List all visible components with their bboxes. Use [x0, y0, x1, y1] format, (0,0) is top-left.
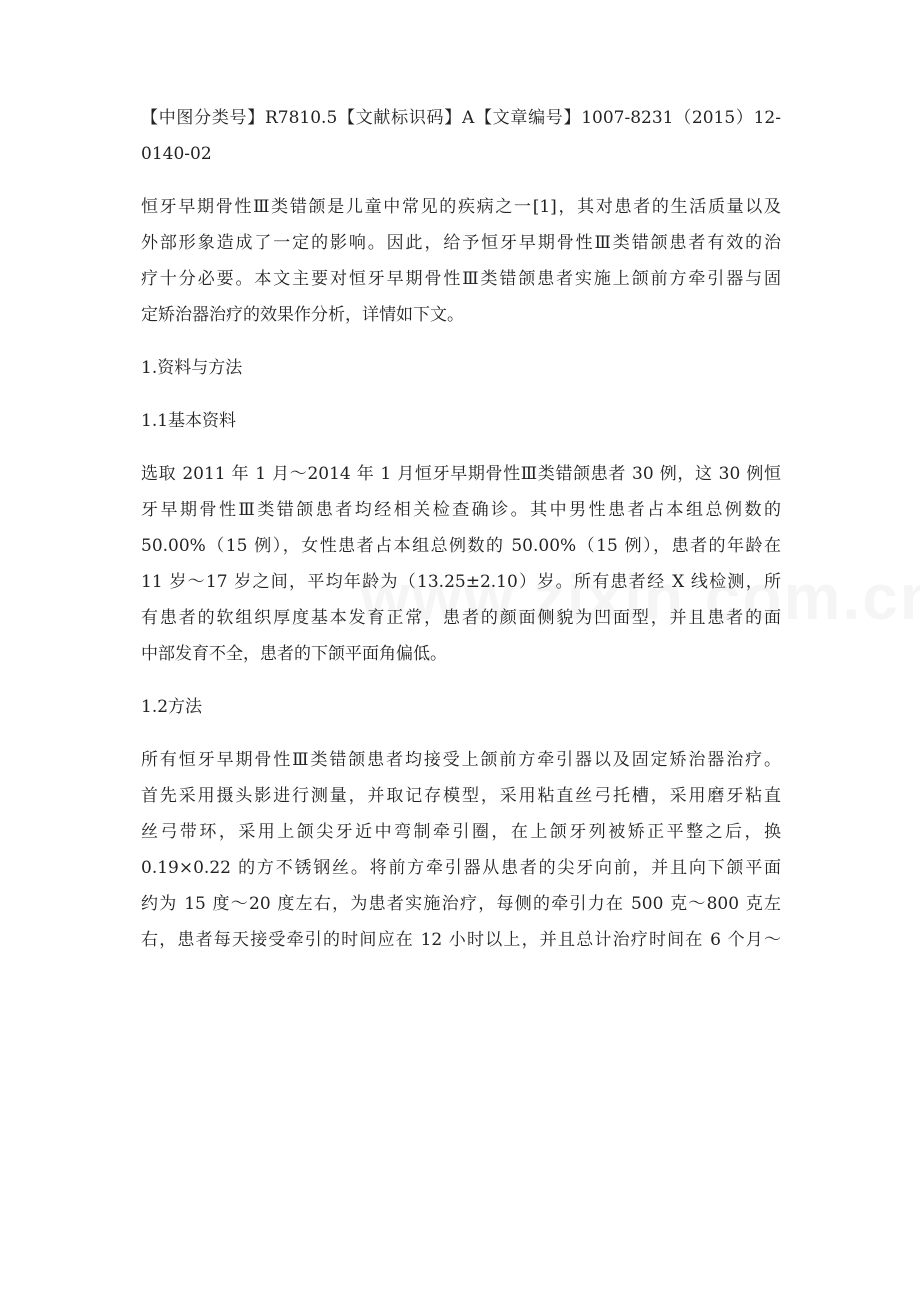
paragraph-line: 右，患者每天接受牵引的时间应在 12 小时以上，并且总计治疗时间在 6 个月～ [141, 930, 781, 950]
paragraph-line: 疗十分必要。本文主要对恒牙早期骨性Ⅲ类错颌患者实施上颌前方牵引器与固 [141, 269, 781, 289]
paragraph-line: 丝弓带环，采用上颌尖牙近中弯制牵引圈，在上颌牙列被矫正平整之后，换 [141, 822, 781, 842]
paragraph-line: 恒牙早期骨性Ⅲ类错颌是儿童中常见的疾病之一[1]，其对患者的生活质量以及 [141, 197, 781, 217]
paragraph-line: 选取 2011 年 1 月～2014 年 1 月恒牙早期骨性Ⅲ类错颌患者 30 例，这 30 例恒 [141, 464, 781, 484]
subsection-heading: 1.1基本资料 [141, 411, 237, 431]
article-body [141, 100, 781, 958]
classification-line: 【中图分类号】R7810.5【文献标识码】A【文章编号】1007-8231（2015）12- [141, 108, 781, 128]
classification-info [141, 100, 781, 172]
paragraph-line: 牙早期骨性Ⅲ类错颌患者均经相关检查确诊。其中男性患者占本组总例数的 [141, 500, 781, 520]
paragraph-line: 外部形象造成了一定的影响。因此，给予恒牙早期骨性Ⅲ类错颌患者有效的治 [141, 233, 781, 253]
subsection-heading: 1.2方法 [141, 697, 203, 717]
paragraph-line: 首先采用摄头影进行测量，并取记存模型，采用粘直丝弓托槽，采用磨牙粘直 [141, 786, 781, 806]
paragraph-line: 中部发育不全，患者的下颌平面角偏低。 [141, 644, 447, 664]
method-paragraph [141, 742, 781, 958]
paragraph-line: 0.19×0.22 的方不锈钢丝。将前方牵引器从患者的尖牙向前，并且向下颌平面 [141, 858, 781, 878]
section-heading: 1.资料与方法 [141, 358, 243, 378]
classification-line: 0140-02 [141, 144, 212, 164]
paragraph-line: 有患者的软组织厚度基本发育正常，患者的颜面侧貌为凹面型，并且患者的面 [141, 608, 781, 628]
paragraph-line: 所有恒牙早期骨性Ⅲ类错颌患者均接受上颌前方牵引器以及固定矫治器治疗。 [141, 750, 781, 770]
paragraph-line: 11 岁～17 岁之间，平均年龄为（13.25±2.10）岁。所有患者经 X 线检测，所 [141, 572, 781, 592]
paragraph-line: 50.00%（15 例），女性患者占本组总例数的 50.00%（15 例），患者的年龄在 [141, 536, 781, 556]
paragraph-line: 定矫治器治疗的效果作分析，详情如下文。 [141, 305, 464, 325]
intro-paragraph [141, 189, 781, 333]
basic-info-paragraph [141, 456, 781, 672]
paragraph-line: 约为 15 度～20 度左右，为患者实施治疗，每侧的牵引力在 500 克～800 克左 [141, 894, 781, 914]
